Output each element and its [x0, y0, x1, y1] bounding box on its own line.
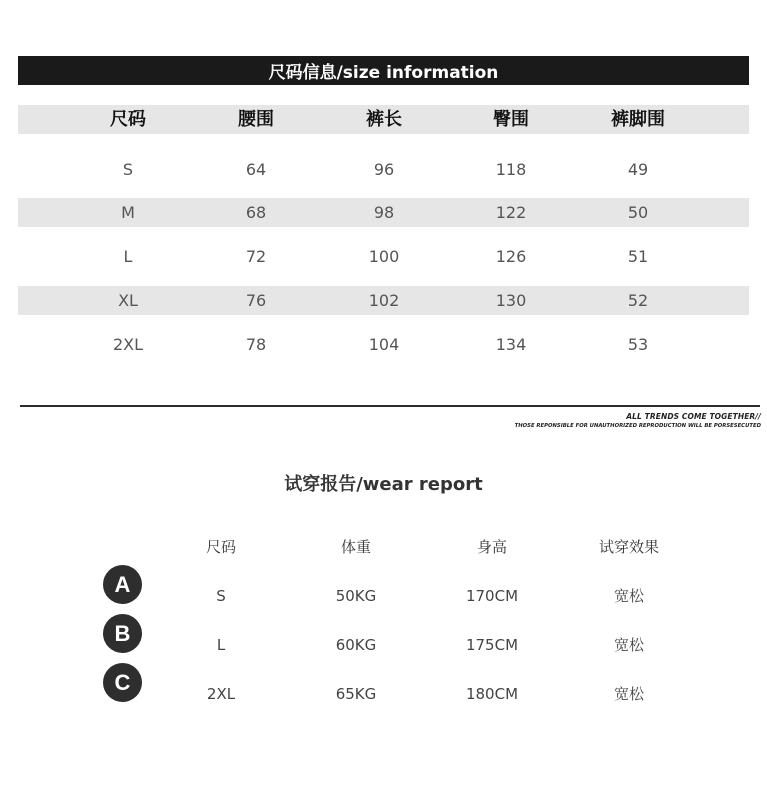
- header-weight: 体重: [340, 538, 371, 556]
- model-a-badge: A: [103, 565, 142, 604]
- tagline-notice: THOSE REPONSIBLE FOR UNAUTHORIZED REPRODUCTION WILL BE PORSESECUTED: [514, 423, 761, 429]
- wear-fit: 宽松: [613, 587, 644, 605]
- table-cell: 104: [368, 335, 400, 354]
- table-cell: 130: [495, 291, 527, 310]
- wear-fit: 宽松: [613, 685, 644, 703]
- table-cell: 100: [368, 247, 400, 266]
- wear-height: 170CM: [465, 587, 519, 605]
- model-c-badge: C: [103, 663, 142, 702]
- wear-weight: 65KG: [335, 685, 377, 703]
- wear-fit: 宽松: [613, 636, 644, 654]
- wear-weight: 60KG: [335, 636, 377, 654]
- table-row: [18, 155, 749, 184]
- header-hip: 臀围: [493, 109, 529, 130]
- table-cell: 118: [495, 160, 527, 179]
- header-height: 身高: [476, 538, 507, 556]
- table-cell: 68: [245, 203, 267, 222]
- table-cell: 98: [373, 203, 395, 222]
- table-row: [18, 198, 749, 227]
- wear-report-header: [0, 532, 767, 562]
- wear-height: 180CM: [465, 685, 519, 703]
- wear-row: [0, 581, 767, 611]
- table-cell: 52: [627, 291, 649, 310]
- table-row: [18, 330, 749, 359]
- model-b-badge: B: [103, 614, 142, 653]
- header-waist: 腰围: [238, 109, 274, 130]
- table-cell: 122: [495, 203, 527, 222]
- header-hem: 裤脚围: [611, 109, 665, 130]
- wear-row: [0, 630, 767, 660]
- wear-report-title: 试穿报告/wear report: [284, 474, 483, 495]
- header-size: 尺码: [205, 538, 236, 556]
- size-table-header: [18, 105, 749, 134]
- header-length: 裤长: [366, 109, 402, 130]
- table-row: [18, 242, 749, 271]
- table-cell: L: [123, 247, 133, 266]
- tagline: [515, 412, 761, 429]
- table-cell: 126: [495, 247, 527, 266]
- table-cell: 78: [245, 335, 267, 354]
- table-cell: 134: [495, 335, 527, 354]
- table-cell: 53: [627, 335, 649, 354]
- wear-height: 175CM: [465, 636, 519, 654]
- table-cell: M: [121, 203, 135, 222]
- table-row: [18, 286, 749, 315]
- wear-size: S: [216, 587, 226, 605]
- size-info-title: 尺码信息/size information: [18, 56, 749, 85]
- wear-weight: 50KG: [335, 587, 377, 605]
- header-fit: 试穿效果: [598, 538, 659, 556]
- table-cell: XL: [118, 291, 138, 310]
- table-cell: 76: [245, 291, 267, 310]
- wear-size: L: [216, 636, 226, 654]
- table-cell: 50: [627, 203, 649, 222]
- table-cell: S: [122, 160, 134, 179]
- tagline-main: ALL TRENDS COME TOGETHER//: [626, 412, 761, 421]
- header-size: 尺码: [110, 109, 146, 130]
- table-cell: 96: [373, 160, 395, 179]
- table-cell: 51: [627, 247, 649, 266]
- table-cell: 72: [245, 247, 267, 266]
- table-cell: 102: [368, 291, 400, 310]
- table-cell: 49: [627, 160, 649, 179]
- wear-size: 2XL: [206, 685, 236, 703]
- wear-row: [0, 679, 767, 709]
- table-cell: 64: [245, 160, 267, 179]
- table-cell: 2XL: [112, 335, 144, 354]
- section-divider: [20, 405, 760, 407]
